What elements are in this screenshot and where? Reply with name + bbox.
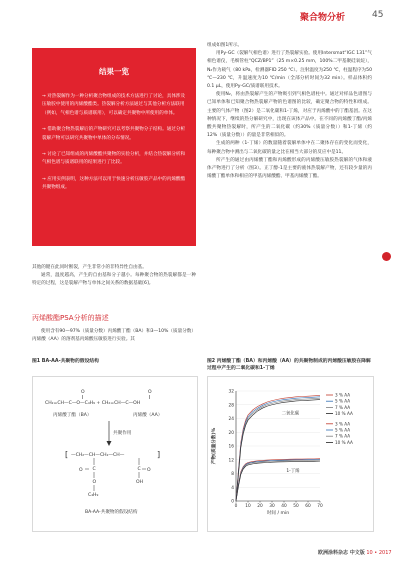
section-title: 聚合物分析 xyxy=(300,13,346,23)
series-line-co2-2 xyxy=(236,398,320,501)
chem-o-label: O xyxy=(79,468,83,473)
line-chart xyxy=(208,377,373,531)
polymer-backbone: —CH₂—CH—CH₂—CH— xyxy=(71,453,125,458)
chem-c4h9-label: C₄H₉ xyxy=(88,493,99,498)
legend-label: 3 % AA xyxy=(335,392,351,398)
x-tick-label: 50 xyxy=(293,504,299,509)
figure1-caption: 图1 BA-AA-共聚物的假设结构 xyxy=(32,359,99,364)
y-tick-label: 28 xyxy=(228,403,234,409)
legend-label: 5 % AA xyxy=(335,398,351,404)
y-tick-label: 4 xyxy=(231,485,234,491)
summary-title: 结果一览 xyxy=(99,67,129,76)
summary-bullet: → 对热裂解作为一种分析聚合物组成的技术方法进行了讨论，具体涉及压敏胶中使用的丙烯酸酯类。热裂解分析方法通过与其他分析方法联用（例如，气相色谱与质谱联用），可以确定共聚物中所使用的单体。 xyxy=(42,94,186,116)
chem-o-label: O xyxy=(92,480,97,485)
journal-name: 欧洲涂料杂志 中文版 xyxy=(318,550,365,556)
legend-label: 5 % AA xyxy=(335,427,351,433)
x-tick-label: 0 xyxy=(234,504,238,509)
chem-o-label: O xyxy=(81,390,85,395)
monomer-formula: CH₂=CH—C—O—C₄H₉ + CH₂=CH—C—OH xyxy=(45,401,141,406)
aa-label: 丙烯酸（AA） xyxy=(133,413,163,418)
ba-label: 丙烯酸丁酯（BA） xyxy=(53,413,92,418)
figure2-box xyxy=(207,376,374,532)
series-line-butene-1 xyxy=(236,459,320,501)
y-tick-label: 32 xyxy=(228,389,234,395)
butene-label: 1-丁烯 xyxy=(286,468,300,474)
chem-oh-label: OH xyxy=(136,480,144,485)
figure1-box xyxy=(32,376,198,532)
chem-c-label: C xyxy=(92,467,96,472)
paragraph: 所产生的通过由丙烯酸丁酯和丙烯酸形成的丙烯酸压敏胶热裂解的气体和液体产物进行了分析（图3）。正丁醇-1是主要的液体热裂解产物，还有较少量的丙烯酸丁酯单体和相应的甲基丙烯酸酯、甲基丙烯酸丁酯。 xyxy=(207,157,372,180)
footer xyxy=(318,549,392,556)
chem-c-label: C xyxy=(137,467,141,472)
paragraph: 生成的两种（1-丁烯）的数量随着裂解单体中在二聚体存在的变化而变化，每种聚合物中测出与二氧化碳的量之比在相当大部分的反应中是11。 xyxy=(207,141,372,155)
y-tick-label: 0 xyxy=(231,499,234,505)
paragraph: 组成如图1所示。 xyxy=(207,43,243,48)
legend-label: 10 % AA xyxy=(335,411,353,417)
x-tick-label: 10 xyxy=(245,504,251,509)
figure2-caption: 图2 丙烯酸丁酯（BA）和丙烯酸（AA）的共聚物制成的丙烯酸压敏胶在降解过程中产生的二氧化碳和1-丁烯 xyxy=(207,359,371,371)
right-text-block xyxy=(207,42,372,181)
series-line-co2-1 xyxy=(236,397,320,501)
y-tick-label: 20 xyxy=(228,430,234,436)
legend-label: 7 % AA xyxy=(335,433,351,439)
legend-label: 3 % AA xyxy=(335,421,351,427)
x-tick-label: 30 xyxy=(269,504,275,509)
section-heading: 丙烯酸酯PSA分析的描述 xyxy=(32,314,109,322)
side-marker xyxy=(382,252,391,261)
y-tick-label: 24 xyxy=(228,417,234,423)
y-tick-label: 12 xyxy=(228,458,234,464)
x-tick-label: 60 xyxy=(305,504,311,509)
summary-box xyxy=(32,48,196,246)
paragraph: 使用含有90—97%（质量分数）丙烯酸丁酯（BA）和3—10%（质量分数）丙烯酸（AA）的溶剂基丙烯酸压敏胶进行实验。其 xyxy=(32,329,196,343)
summary-bullet: → 讨论了已知组成的丙烯酸酯共聚物的实验分析，并结合热裂解分析和气相色谱与质谱联用的结果进行了比较。 xyxy=(42,152,186,166)
x-tick-label: 20 xyxy=(257,504,263,509)
series-line-butene-3 xyxy=(236,461,320,501)
y-tick-label: 8 xyxy=(231,472,234,478)
summary-bullet: → 应用实例表明，这种方法可以用于快速分析压敏胶产品中的丙烯酸酯共聚物组成。 xyxy=(42,176,186,191)
chem-o-label: O xyxy=(147,468,151,473)
page-number: 45 xyxy=(372,10,384,20)
copolymerization-label: 共聚作用 xyxy=(113,431,132,436)
x-tick-label: 70 xyxy=(317,504,323,509)
paragraph: 其他的键在此同时断裂，产生非常小的非特异性自由基。 xyxy=(32,265,147,270)
summary-bullet: → 借助聚合物热裂解后的产物研究可以考察共聚物分子结构。通过分析裂解产物可以研究共聚物中单体的分布情况。 xyxy=(42,127,186,141)
paragraph: 用Py-GC（裂解气相色谱）进行了热裂解实验。使用Intersmat“IGC 131”气相色谱仪，毛细管柱“QCZ/BP1”（25 m×0.25 mm，100%二甲基聚硅氧烷），N₂作为载气（80 kPa，检测器FID 250 ℃）。注射温度为250 ℃，柱温程序为50 ℃—230 ℃，升温速度为10 ℃/min（全部分析时间为32 min）。样品体积约0.1 μL，使用Py-GC/质谱联用技术。 xyxy=(207,51,373,90)
left-text-block xyxy=(32,264,196,289)
x-axis-label: 时间 / min xyxy=(266,511,290,516)
bracket-right: ] xyxy=(157,450,161,459)
paragraph: 通常，温度越高，产生的自由基和分子越小。每种聚合物的热裂解都是一种特定的过程，这是裂解产物与单体之间关系的数据基础[6]。 xyxy=(32,273,196,287)
y-axis-label: 产物(质量分数)% xyxy=(212,427,217,465)
copolymer-label: BA-AA-共聚物的假设结构 xyxy=(85,510,138,515)
series-line-co2-0 xyxy=(236,395,320,501)
chem-o-label: O xyxy=(148,390,152,395)
x-tick-label: 40 xyxy=(281,504,287,509)
legend-label: 7 % AA xyxy=(335,404,351,410)
paragraph: 使用N₂，将由热裂解产生的产物吸引到气相色谱柱中。通过对样品色谱图与已知单体和已知聚合物热裂解产物的色谱图的比较，确定聚合物的特性和组成。主要的气体产物（图2）是二氧化碳和1-丁烯，对应于丙烯酸中的丁酯基团。在这种情况下，继续的热分解研究中，出现在该体产品中。在不同的丙烯酸丁酯/丙烯酸共聚物热裂解时，所产生的二氧化碳（约30%（质量分数））和1-丁烯（约12%（质量分数））的量是非常相似的。 xyxy=(207,92,372,139)
y-tick-label: 16 xyxy=(228,444,234,450)
issue: 10 • 2017 xyxy=(366,550,392,556)
series-line-butene-2 xyxy=(236,460,320,501)
co2-label: 二氧化碳 xyxy=(281,411,300,417)
chemical-structure-diagram xyxy=(33,377,197,531)
legend-label: 10 % AA xyxy=(335,439,353,445)
bracket-left: [ xyxy=(65,450,69,459)
